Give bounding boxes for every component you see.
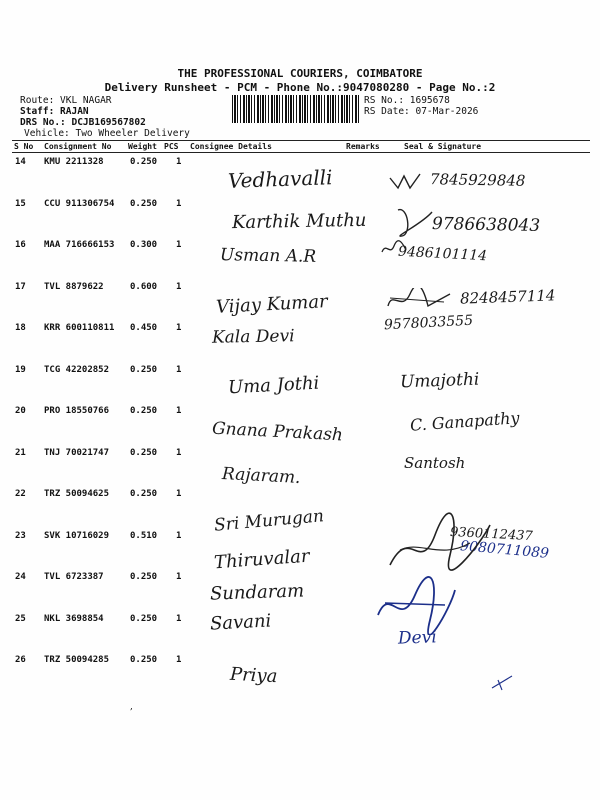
row-consignment-no: CCU 911306754 [44, 198, 115, 209]
col-sno: S No [14, 142, 34, 151]
row-weight: 0.510 [130, 530, 158, 541]
row-consignee-signature: Gnana Prakash [211, 418, 344, 446]
row-consignment-no: TVL 8879622 [44, 281, 104, 292]
row-weight: 0.300 [130, 240, 158, 250]
col-consignee: Consignee Details [190, 142, 272, 151]
row-consignee-signature: Uma Jothi [227, 372, 320, 398]
row-pcs: 1 [176, 240, 182, 250]
row-consignee-signature: Kala Devi [211, 326, 295, 348]
row-sno: 15 [15, 198, 26, 209]
row-seal-signature: 9578033555 [383, 312, 474, 334]
row-consignment-no: TRZ 50094625 [44, 489, 110, 499]
seal-scribble-row16 [380, 238, 408, 258]
row-seal-signature: 9360112437 [449, 524, 534, 544]
row-pcs: 1 [176, 364, 182, 375]
row-weight: 0.250 [130, 613, 158, 624]
row-consignment-no: SVK 10716029 [44, 530, 110, 541]
row-pcs: 1 [176, 572, 182, 582]
stray-mark [488, 670, 518, 694]
row-pcs: 1 [176, 323, 182, 333]
row-consignee-signature: Karthik Muthu [231, 209, 367, 233]
drs-label: DRS No.: DCJB169567802 [20, 117, 146, 128]
row-weight: 0.250 [130, 406, 158, 416]
row-seal-signature: Umajothi [399, 369, 480, 392]
runsheet-subtitle: Delivery Runsheet - PCM - Phone No.:9047080280 - Page No.:2 [104, 81, 496, 94]
row-weight: 0.450 [130, 323, 158, 333]
row-sno: 16 [15, 240, 26, 250]
row-consignee-signature: Rajaram. [221, 463, 302, 488]
row-pcs: 1 [176, 198, 182, 209]
company-title: THE PROFESSIONAL COURIERS, COIMBATORE [177, 67, 423, 80]
drs-barcode [232, 95, 360, 123]
col-weight: Weight [128, 142, 157, 151]
row-pcs: 1 [176, 281, 182, 292]
row-seal-signature: 9080711089 [459, 538, 550, 562]
row-sno: 20 [15, 406, 26, 416]
seal-scribble-row14 [388, 170, 422, 194]
row-seal-signature: 9786638043 [431, 213, 541, 236]
row-seal-signature: Devi [397, 626, 438, 649]
col-remarks: Remarks [346, 142, 380, 151]
row-consignee-signature: Vijay Kumar [215, 290, 329, 318]
row-pcs: 1 [176, 157, 182, 167]
row-pcs: 1 [176, 655, 182, 665]
row-consignment-no: TNJ 70021747 [44, 447, 110, 458]
row-consignee-signature: Sundaram [209, 580, 305, 605]
row-pcs: 1 [176, 406, 182, 416]
row-weight: 0.250 [130, 489, 158, 499]
row-consignment-no: TRZ 50094285 [44, 655, 110, 665]
rs-number: RS No.: 1695678 [364, 95, 450, 106]
row-sno: 25 [15, 613, 26, 624]
row-consignee-signature: Vedhavalli [227, 165, 333, 193]
stray-dot: , [130, 702, 133, 712]
row-seal-signature: C. Ganapathy [409, 408, 521, 435]
row-seal-signature: 8248457114 [459, 285, 556, 308]
row-weight: 0.250 [130, 157, 158, 167]
col-seal: Seal & Signature [404, 142, 482, 151]
row-consignment-no: TCG 42202852 [44, 364, 110, 375]
row-pcs: 1 [176, 530, 182, 541]
row-sno: 23 [15, 530, 26, 541]
row-consignee-signature: Sri Murugan [213, 506, 325, 536]
row-weight: 0.250 [130, 447, 158, 458]
table-header-rule [12, 152, 590, 153]
row-consignment-no: NKL 3698854 [44, 613, 104, 624]
row-pcs: 1 [176, 489, 182, 499]
row-consignment-no: MAA 716666153 [44, 240, 115, 250]
row-consignee-signature: Savani [209, 609, 272, 635]
row-pcs: 1 [176, 447, 182, 458]
row-pcs: 1 [176, 613, 182, 624]
row-seal-signature: Santosh [404, 453, 466, 472]
rs-date: RS Date: 07-Mar-2026 [364, 106, 479, 117]
row-sno: 18 [15, 323, 26, 333]
row-consignee-signature: Usman A.R [219, 245, 317, 267]
row-consignment-no: TVL 6723387 [44, 572, 104, 582]
table-top-rule [12, 140, 590, 141]
row-sno: 24 [15, 572, 26, 582]
row-consignee-signature: Priya [229, 663, 278, 688]
row-seal-signature: 7845929848 [429, 170, 526, 190]
row-consignment-no: KRR 600110811 [44, 323, 115, 333]
row-sno: 21 [15, 447, 26, 458]
route-label: Route: VKL NAGAR [20, 95, 112, 106]
vehicle-label: Vehicle: Two Wheeler Delivery [24, 128, 190, 139]
row-consignment-no: KMU 2211328 [44, 157, 104, 167]
staff-label: Staff: RAJAN [20, 106, 89, 117]
row-seal-signature: 9486101114 [397, 243, 488, 265]
row-sno: 22 [15, 489, 26, 499]
signature-scribble [380, 505, 500, 585]
row-weight: 0.600 [130, 281, 158, 292]
row-weight: 0.250 [130, 198, 158, 209]
row-sno: 26 [15, 655, 26, 665]
row-consignee-signature: Thiruvalar [213, 545, 311, 573]
row-weight: 0.250 [130, 364, 158, 375]
row-sno: 14 [15, 157, 26, 167]
col-consignment: Consignment No [44, 142, 112, 151]
seal-scribble-row17 [384, 288, 454, 314]
row-consignment-no: PRO 18550766 [44, 406, 110, 416]
col-pcs: PCS [164, 142, 179, 151]
row-weight: 0.250 [130, 655, 158, 665]
signature-scribble-blue [370, 575, 460, 635]
row-sno: 19 [15, 364, 26, 375]
row-sno: 17 [15, 281, 26, 292]
seal-scribble-row15 [392, 204, 436, 240]
row-weight: 0.250 [130, 572, 158, 582]
